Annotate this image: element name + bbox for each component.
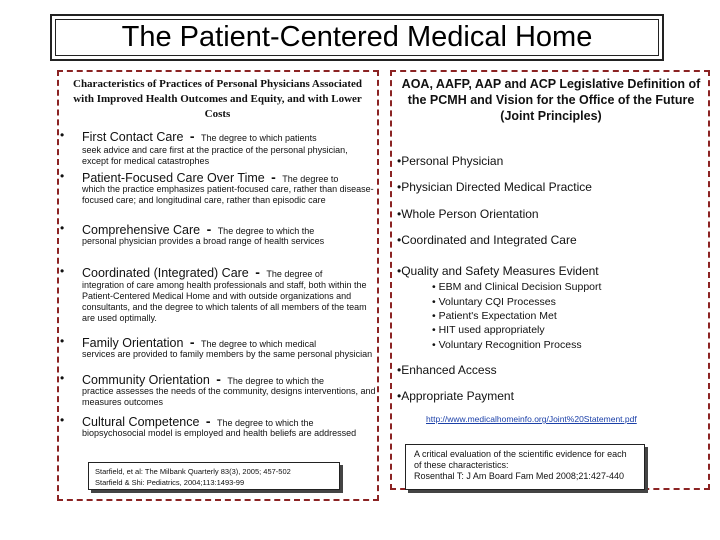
sub-hit: • HIT used appropriately: [432, 324, 545, 336]
left-heading: Characteristics of Practices of Personal Physicians Associated with Improved Health Outcomes and Equity, and with Lower Costs: [73, 78, 362, 120]
joint-statement-link[interactable]: http://www.medicalhomeinfo.org/Joint%20Statement.pdf: [426, 414, 637, 424]
item-intro: The degree to which the: [227, 376, 324, 386]
item-term: Community Orientation: [82, 373, 210, 387]
item-dash: -: [271, 169, 276, 185]
evaluation-box: [405, 444, 645, 490]
item-desc: personal physician provides a broad range of health services: [82, 236, 325, 246]
bullet: •: [60, 169, 65, 183]
principle-coordinated-care: •Coordinated and Integrated Care: [397, 233, 577, 247]
bullet: •: [60, 264, 65, 278]
principle-quality-safety: •Quality and Safety Measures Evident: [397, 264, 599, 278]
bullet: •: [60, 221, 65, 235]
sub-patient-expectation: • Patient's Expectation Met: [432, 310, 557, 322]
sub-ebm: • EBM and Clinical Decision Support: [432, 281, 602, 293]
item-desc: seek advice and care first at the practice of the personal physician, except for medical catastrophes: [82, 145, 348, 166]
citation-milbank: Starfield, et al: The Milbank Quarterly 83(3), 2005; 457-502: [95, 467, 291, 476]
item-term: Cultural Competence: [82, 415, 200, 429]
item-intro: The degree to: [282, 174, 339, 184]
item-desc: practice assesses the needs of the community, designs interventions, and measures outcomes: [82, 386, 376, 407]
item-term: Coordinated (Integrated) Care: [82, 266, 249, 280]
principle-whole-person: •Whole Person Orientation: [397, 207, 539, 221]
item-term: First Contact Care: [82, 130, 184, 144]
item-dash: -: [189, 128, 195, 144]
citation-pediatrics: Starfield & Shi: Pediatrics, 2004;113:1493-99: [95, 478, 245, 487]
item-desc: services are provided to family members by the same personal physician: [82, 349, 373, 359]
right-heading: AOA, AAFP, AAP and ACP Legislative Definition of the PCMH and Vision for the Office of the Future (Joint Principles): [401, 77, 701, 123]
item-term: Patient-Focused Care Over Time: [82, 171, 265, 185]
citation-box: [88, 462, 340, 490]
bullet: •: [60, 413, 65, 427]
item-dash: -: [189, 334, 195, 350]
item-intro: The degree to which patients: [201, 133, 317, 143]
item-intro: The degree to which medical: [201, 339, 317, 349]
item-term: Comprehensive Care: [82, 223, 201, 237]
bullet: •: [60, 128, 65, 142]
sub-cqi: • Voluntary CQI Processes: [432, 296, 556, 308]
bullet: •: [60, 371, 65, 385]
item-intro: The degree to which the: [217, 226, 315, 236]
right-panel: [390, 70, 710, 490]
page-title: The Patient-Centered Medical Home: [50, 14, 664, 61]
item-intro: The degree of: [266, 269, 323, 279]
evaluation-citation: Rosenthal T: J Am Board Fam Med 2008;21:427-440: [414, 471, 624, 481]
bullet: •: [60, 334, 65, 348]
principle-enhanced-access: •Enhanced Access: [397, 363, 497, 377]
item-dash: -: [205, 413, 211, 429]
item-intro: The degree to which the: [217, 418, 314, 428]
principle-appropriate-payment: •Appropriate Payment: [397, 389, 514, 403]
item-dash: -: [206, 221, 212, 237]
sub-recognition: • Voluntary Recognition Process: [432, 339, 582, 351]
principle-physician-directed: •Physician Directed Medical Practice: [397, 180, 592, 194]
item-dash: -: [255, 264, 260, 280]
item-dash: -: [216, 371, 221, 387]
item-desc: biopsychosocial model is employed and health beliefs are addressed: [82, 428, 357, 438]
item-desc: integration of care among health professionals and staff, both within the Patient-Centered Medical Home and with outside organizations and consultants, and the degree to which talents of all members of the team are used optimally.: [82, 280, 367, 323]
item-desc: which the practice emphasizes patient-focused care, rather than disease-focused care; and longitudinal care, rather than episodic care: [82, 184, 374, 205]
evaluation-text: A critical evaluation of the scientific evidence for each of these characteristics:: [414, 449, 627, 470]
principle-personal-physician: •Personal Physician: [397, 154, 504, 168]
item-term: Family Orientation: [82, 336, 184, 350]
